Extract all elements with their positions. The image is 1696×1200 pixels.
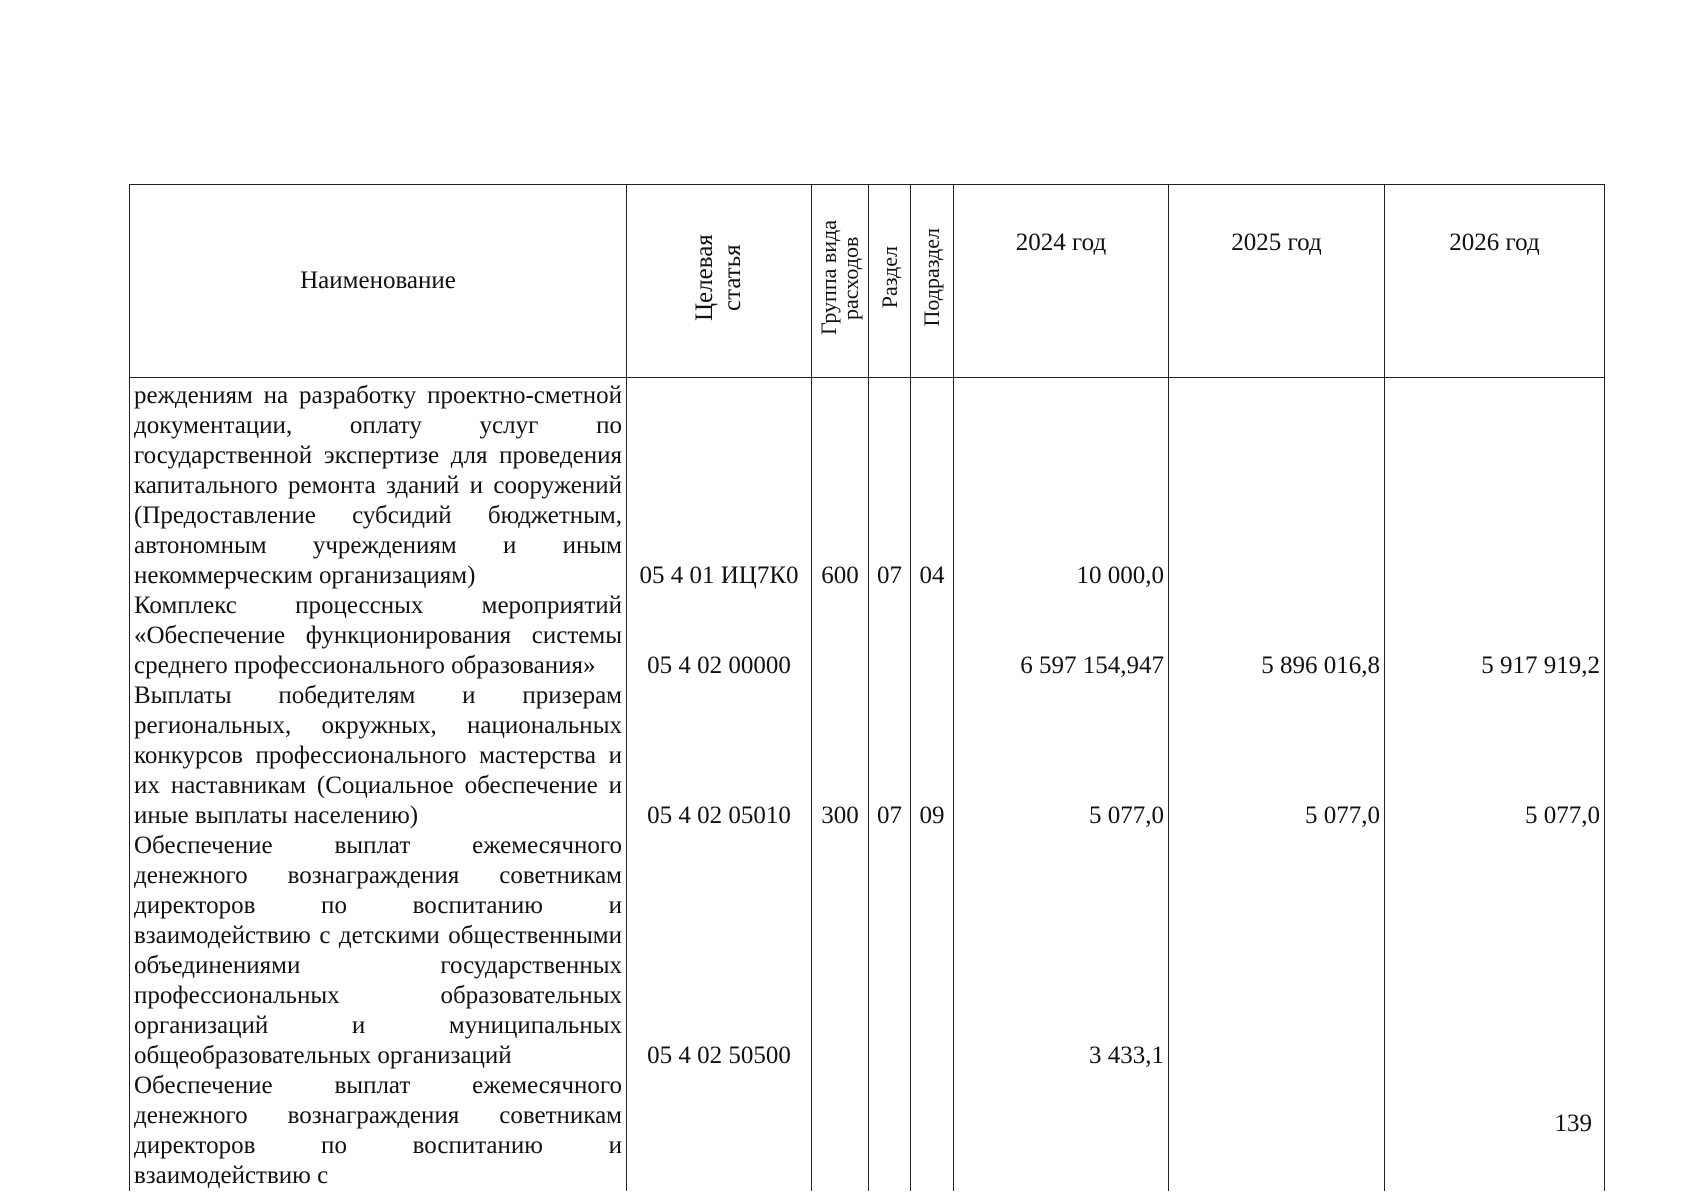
- row-2024: 3 433,1: [954, 831, 1169, 1071]
- table-row: [130, 378, 1605, 592]
- row-code: 05 4 02 00000: [627, 591, 812, 681]
- row-2024: [954, 1071, 1169, 1191]
- table-row: [130, 591, 1605, 681]
- row-name: Выплаты победителям и призерам региональных, окружных, национальных конкурсов профессионального мастерства и их наставникам (Социальное обеспечение и иные выплаты населению): [130, 681, 627, 831]
- row-2025: [1169, 831, 1385, 1071]
- row-code: [627, 1071, 812, 1191]
- row-subsection: [911, 591, 954, 681]
- row-2025: 5 896 016,8: [1169, 591, 1385, 681]
- row-group: [812, 831, 869, 1071]
- row-section: 07: [869, 681, 911, 831]
- row-name: Обеспечение выплат ежемесячного денежного вознаграждения советникам директоров по воспитанию и взаимодействию с: [130, 1071, 627, 1191]
- row-2024: 5 077,0: [954, 681, 1169, 831]
- header-2025: 2025 год: [1169, 185, 1385, 378]
- row-group: 600: [812, 378, 869, 592]
- row-code: 05 4 02 05010: [627, 681, 812, 831]
- row-group: [812, 591, 869, 681]
- row-section: [869, 591, 911, 681]
- row-code: 05 4 02 50500: [627, 831, 812, 1071]
- row-subsection: 09: [911, 681, 954, 831]
- row-subsection: [911, 831, 954, 1071]
- header-expense-group: Группа вида расходов: [812, 185, 869, 378]
- table-header-row: [130, 185, 1605, 378]
- row-name: реждениям на разработку проектно-сметной документации, оплату услуг по государственной экспертизе для проведения капитального ремонта зданий и сооружений (Предоставление субсидий бюджетным, автономным учреждениям и иным некоммерческим организациям): [130, 378, 627, 592]
- row-2025: [1169, 1071, 1385, 1191]
- header-name: Наименование: [130, 185, 627, 378]
- table-row: [130, 681, 1605, 831]
- row-group: 300: [812, 681, 869, 831]
- row-2025: 5 077,0: [1169, 681, 1385, 831]
- row-name: Комплекс процессных мероприятий «Обеспечение функционирования системы среднего профессионального образования»: [130, 591, 627, 681]
- row-2026: [1385, 378, 1605, 592]
- header-2024: 2024 год: [954, 185, 1169, 378]
- table-row: [130, 1071, 1605, 1191]
- budget-table: [129, 184, 1605, 1191]
- row-section: [869, 831, 911, 1071]
- row-name: Обеспечение выплат ежемесячного денежного вознаграждения советникам директоров по воспитанию и взаимодействию с детскими общественными объединениями государственных профессиональных образовательных организаций и муниципальных общеобразовательных организаций: [130, 831, 627, 1071]
- row-section: 07: [869, 378, 911, 592]
- table-row: [130, 831, 1605, 1071]
- header-subsection: Подраздел: [911, 185, 954, 378]
- row-code: 05 4 01 ИЦ7К0: [627, 378, 812, 592]
- row-2026: 5 077,0: [1385, 681, 1605, 831]
- row-2026: [1385, 831, 1605, 1071]
- row-section: [869, 1071, 911, 1191]
- page-number: 139: [1554, 1110, 1592, 1137]
- row-group: [812, 1071, 869, 1191]
- header-target-article: Целевая статья: [627, 185, 812, 378]
- row-2024: 6 597 154,947: [954, 591, 1169, 681]
- row-subsection: [911, 1071, 954, 1191]
- row-subsection: 04: [911, 378, 954, 592]
- header-section: Раздел: [869, 185, 911, 378]
- row-2026: 5 917 919,2: [1385, 591, 1605, 681]
- row-2024: 10 000,0: [954, 378, 1169, 592]
- header-2026: 2026 год: [1385, 185, 1605, 378]
- row-2025: [1169, 378, 1385, 592]
